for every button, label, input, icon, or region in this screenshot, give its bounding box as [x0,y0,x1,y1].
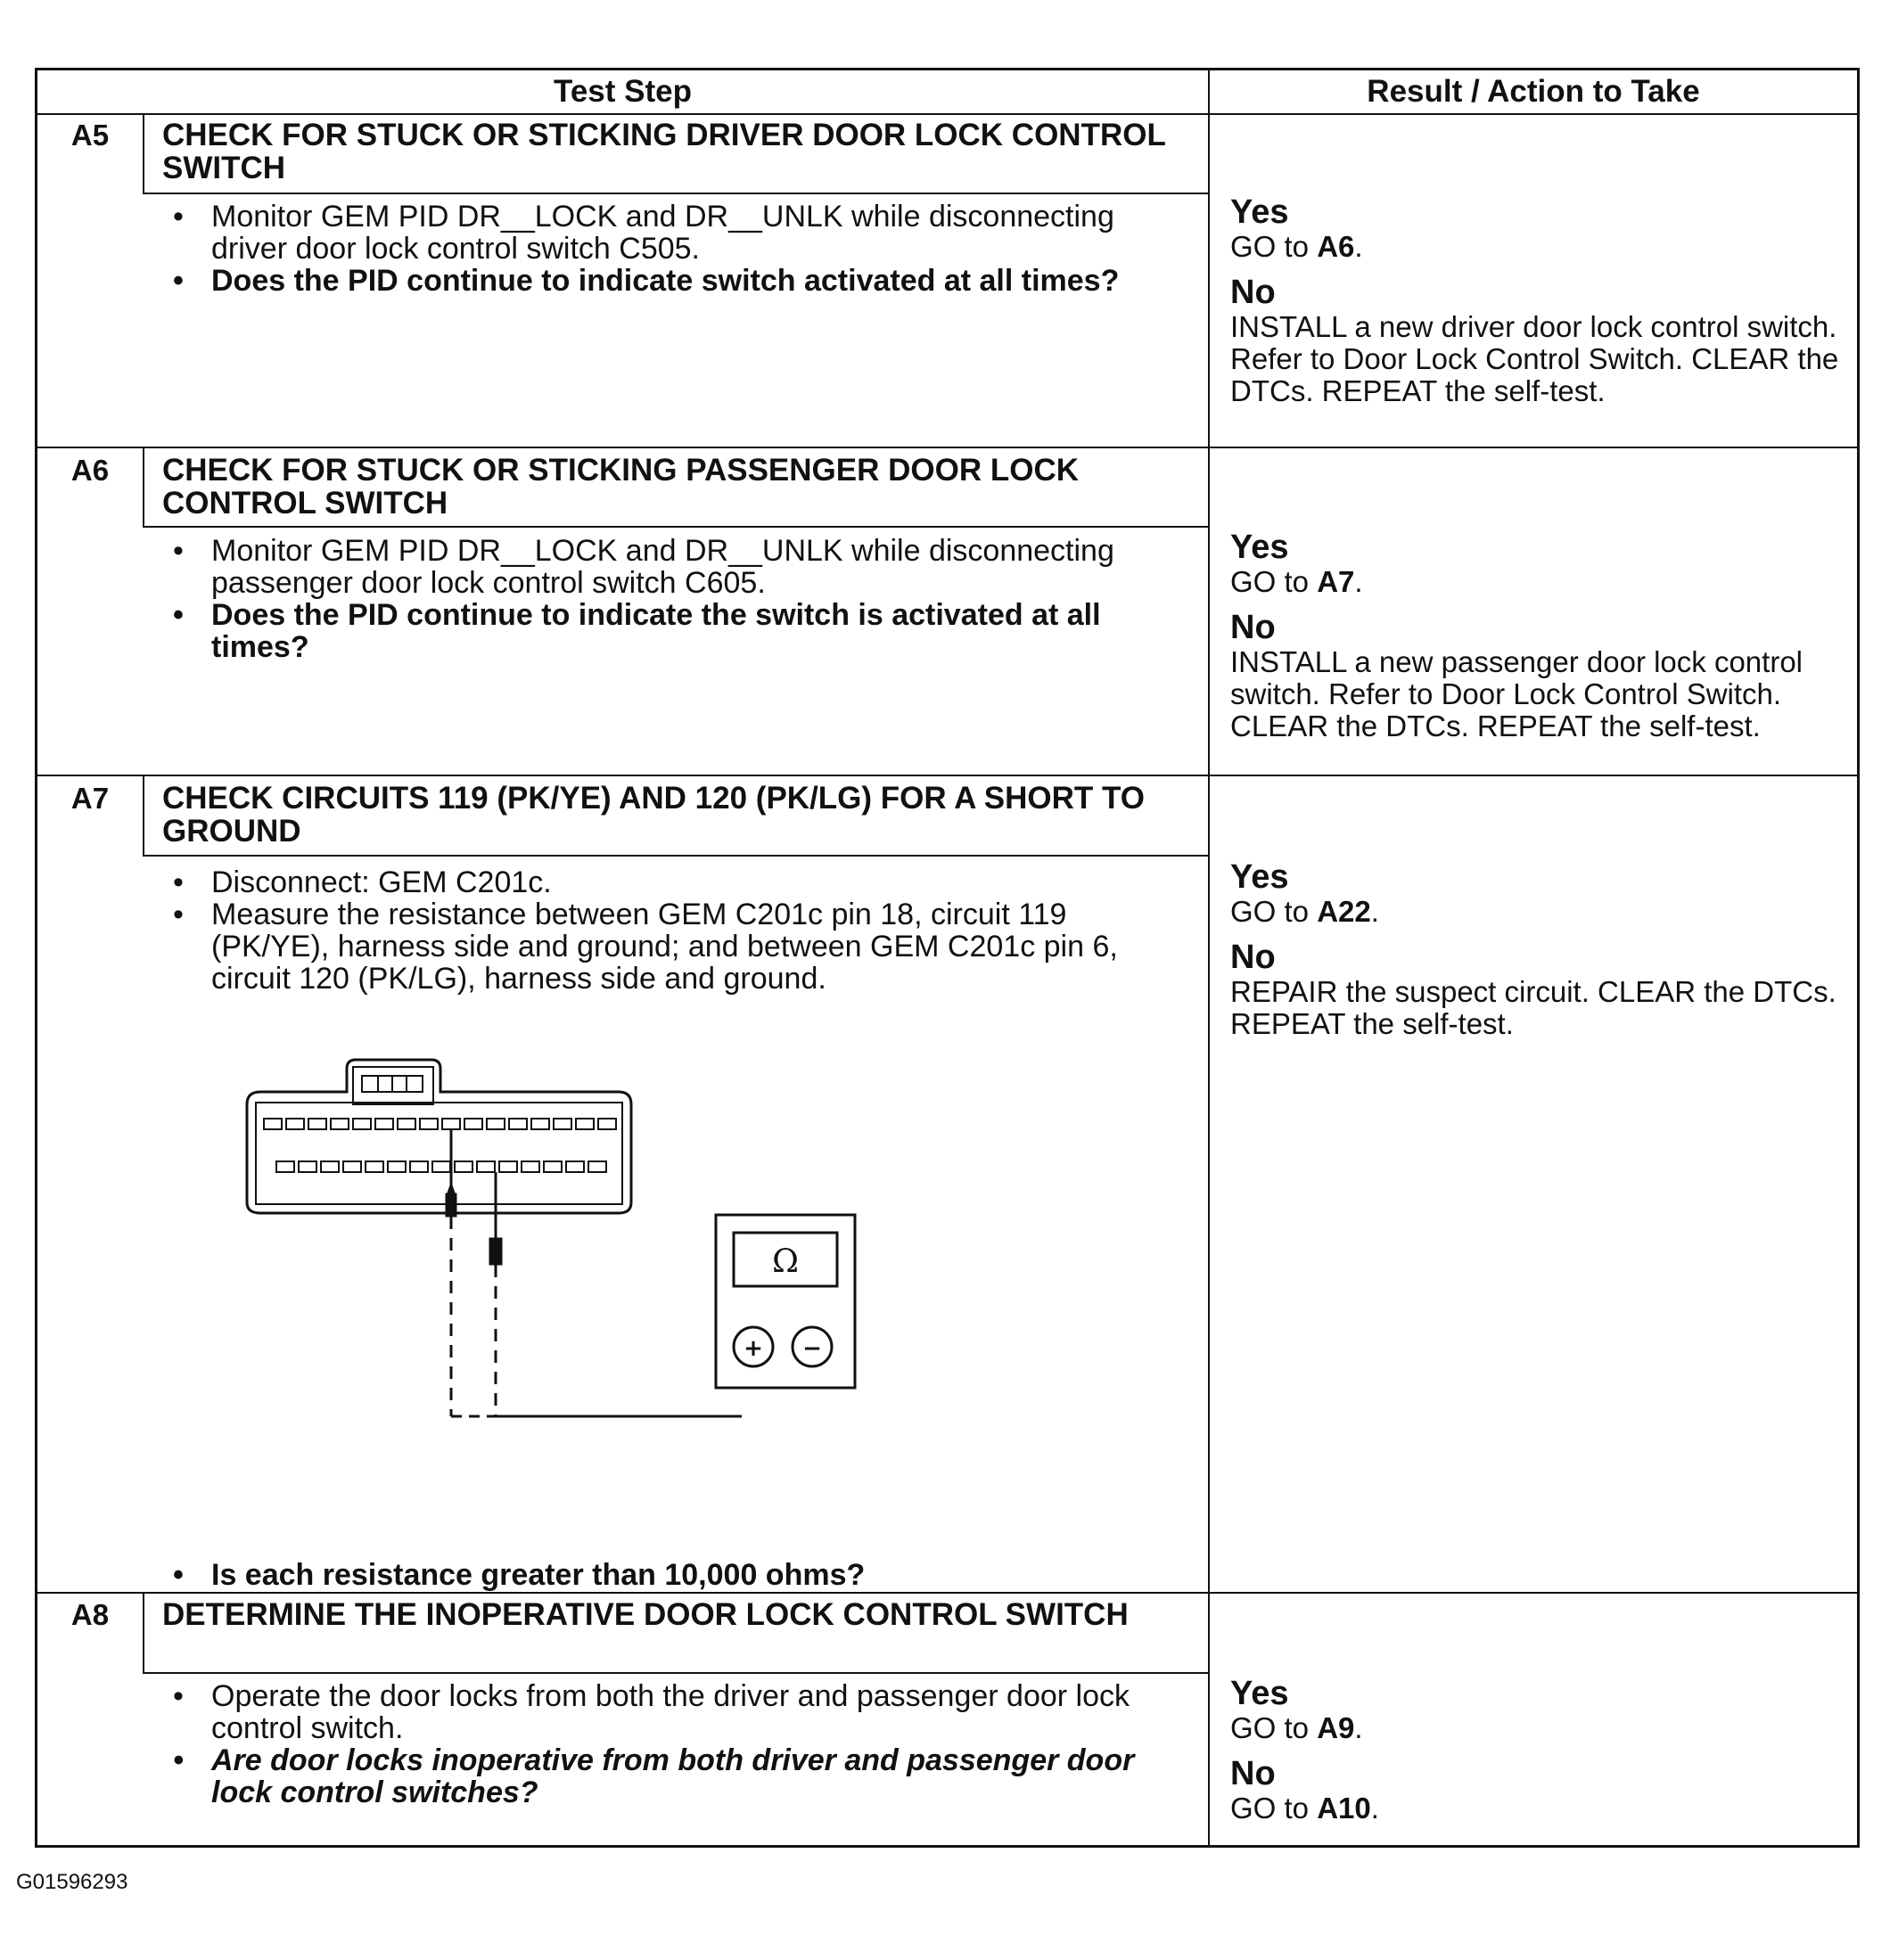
yes-label: Yes [1230,858,1289,896]
step-id-divider [143,775,144,855]
test-probes [446,1129,502,1265]
svg-text:−: − [802,1335,822,1362]
svg-text:+: + [744,1335,763,1362]
step-title: CHECK FOR STUCK OR STICKING PASSENGER DOOR LOCK CONTROL SWITCH [162,453,1080,521]
result-action [1230,529,1872,742]
column-divider [1208,70,1210,1845]
instruction-bullet: • Operate the door locks from both the driver and passenger door lock control switch. [162,1680,1187,1744]
step-divider [37,447,1857,448]
goto-link[interactable]: A10 [1317,1792,1371,1825]
step-id: A8 [70,1598,110,1631]
instruction-bullet: • Monitor GEM PID DR__LOCK and DR__UNLK while disconnecting driver door lock control switch C505. [162,201,1187,265]
no-action: INSTALL a new driver door lock control switch. Refer to Door Lock Control Switch. CLEAR the DTCs. REPEAT the self-test. [1230,310,1839,407]
yes-label: Yes [1230,529,1289,566]
ohmmeter [712,1211,873,1398]
no-action: INSTALL a new passenger door lock control switch. Refer to Door Lock Control Switch. CLEAR the DTCs. REPEAT the self-test. [1230,645,1804,742]
step-instructions [162,535,1187,663]
goto-link[interactable]: A6 [1317,230,1355,263]
result-action [1230,193,1872,407]
step-instructions [162,201,1187,297]
yes-action: GO to A7. [1230,565,1363,598]
step-title-divider [143,193,1208,194]
question-bullet: • Are door locks inoperative from both driver and passenger door lock control switches? [162,1744,1187,1808]
question-bullet: • Does the PID continue to indicate switch activated at all times? [162,265,1187,297]
step-instructions [162,866,1187,995]
no-label: No [1230,609,1276,646]
step-id: A6 [70,454,110,487]
no-action: REPAIR the suspect circuit. CLEAR the DTCs. REPEAT the self-test. [1230,975,1836,1040]
step-title-divider [143,526,1208,528]
step-divider [37,1592,1857,1594]
goto-link[interactable]: A9 [1317,1711,1355,1744]
step-id: A5 [70,119,110,152]
yes-action: GO to A6. [1230,230,1363,263]
step-title-divider [143,1672,1208,1674]
step-title: CHECK CIRCUITS 119 (PK/YE) AND 120 (PK/LG) FOR A SHORT TO GROUND [162,781,1145,849]
step-id-divider [143,1592,144,1672]
connector-pin-row-lower [276,1161,606,1172]
no-label: No [1230,274,1276,311]
header-test-step: Test Step [554,74,692,109]
no-action: GO to A10. [1230,1792,1379,1825]
test-step-table [35,68,1860,1848]
question-bullet: • Is each resistance greater than 10,000 ohms? [162,1559,1187,1591]
gem-connector [247,1060,631,1213]
instruction-bullet: • Disconnect: GEM C201c. [162,866,1187,898]
result-action [1230,858,1872,1040]
step-id: A7 [70,782,110,815]
question-bullet: • Does the PID continue to indicate the switch is activated at all times? [162,599,1187,663]
connector-meter-diagram [242,1051,742,1568]
yes-label: Yes [1230,193,1289,231]
yes-action: GO to A9. [1230,1711,1363,1744]
no-label: No [1230,939,1276,976]
step-title: DETERMINE THE INOPERATIVE DOOR LOCK CONTROL SWITCH [162,1597,1129,1632]
step-id-divider [143,447,144,526]
figure-id: G01596293 [16,1870,128,1894]
goto-link[interactable]: A22 [1317,895,1371,928]
no-label: No [1230,1755,1276,1792]
connector-pin-row-upper [264,1119,616,1129]
instruction-bullet: • Monitor GEM PID DR__LOCK and DR__UNLK while disconnecting passenger door lock control switch C605. [162,535,1187,599]
header-divider [37,113,1857,115]
instruction-bullet: • Measure the resistance between GEM C201c pin 18, circuit 119 (PK/YE), harness side and ground; and between GEM C201c pin 6, circuit 120 (PK/LG), harness side and ground. [162,898,1187,995]
header-result-action: Result / Action to Take [1367,74,1700,109]
result-action [1230,1675,1872,1825]
ohm-symbol: Ω [772,1243,799,1280]
step-title-divider [143,855,1208,857]
step-title: CHECK FOR STUCK OR STICKING DRIVER DOOR LOCK CONTROL SWITCH [162,118,1166,185]
goto-link[interactable]: A7 [1317,565,1355,598]
yes-action: GO to A22. [1230,895,1379,928]
step-id-divider [143,113,144,193]
step-divider [37,775,1857,776]
yes-label: Yes [1230,1675,1289,1712]
step-instructions [162,1680,1187,1808]
